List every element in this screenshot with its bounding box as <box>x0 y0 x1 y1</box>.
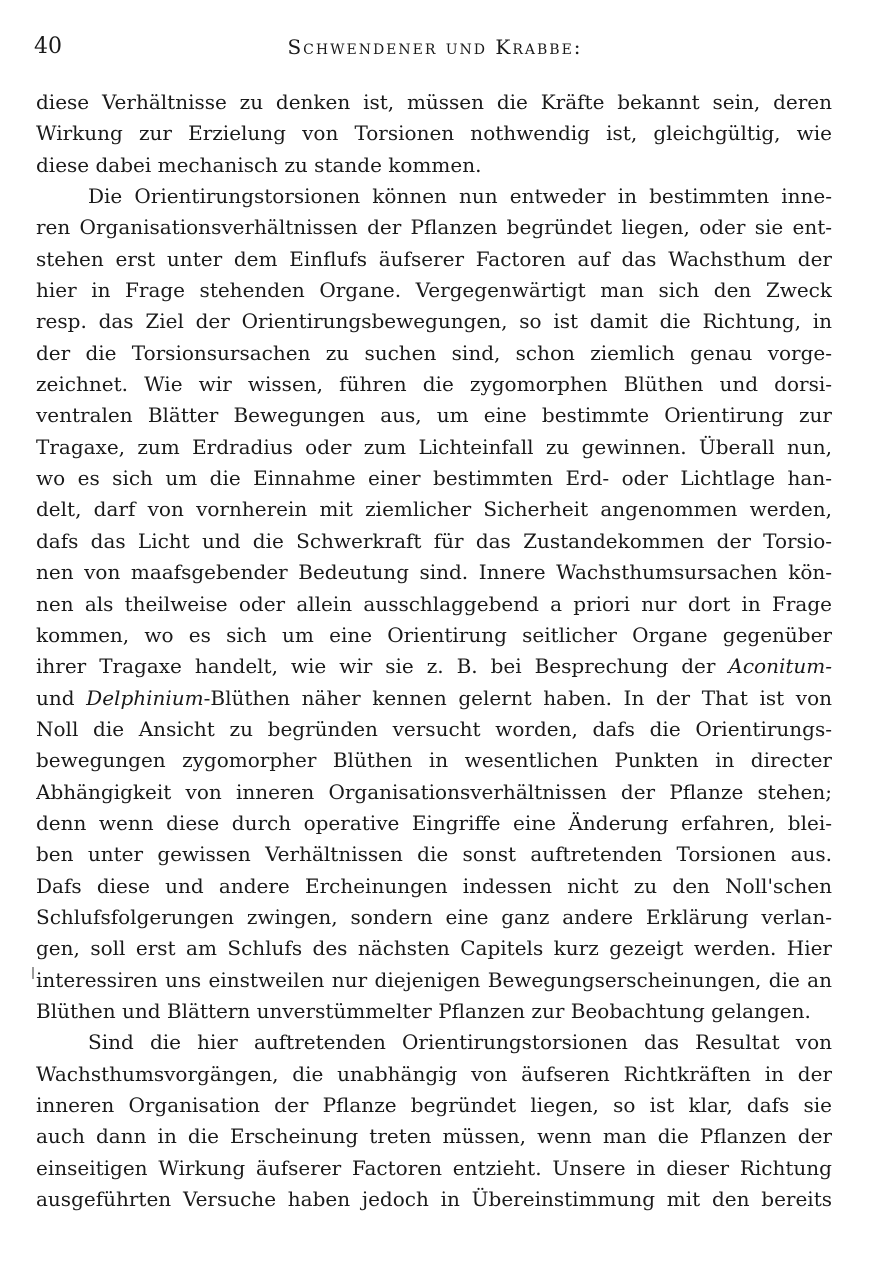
text-line: Sind die hier auftretenden Orientirungstorsionen das Resultat von <box>88 1030 832 1055</box>
text-line: gen, soll erst am Schlufs des nächsten Capitels kurz gezeigt werden. Hier <box>36 936 832 961</box>
text-line: diese Verhältnisse zu denken ist, müssen die Kräfte bekannt sein, deren <box>36 90 832 114</box>
text-line: zeichnet. Wie wir wissen, führen die zygomorphen Blüthen und dorsi- <box>36 372 832 397</box>
text-line: auch dann in die Erscheinung treten müssen, wenn man die Pflanzen der <box>36 1124 832 1149</box>
page-header <box>34 32 836 62</box>
text-line: inneren Organisation der Pflanze begründet liegen, so ist klar, dafs sie <box>36 1093 832 1117</box>
page-number: 40 <box>34 34 62 59</box>
text-line <box>36 683 832 714</box>
text-line: ventralen Blätter Bewegungen aus, um eine bestimmte Orientirung zur <box>36 403 832 428</box>
italic-term: Aconitum- <box>728 654 832 679</box>
text-line: dafs das Licht und die Schwerkraft für das Zustandekommen der Torsio- <box>36 528 832 553</box>
text-line: nen als theilweise oder allein ausschlaggebend a priori nur dort in Frage <box>36 591 832 616</box>
text-line: hier in Frage stehenden Organe. Vergegenwärtigt man sich den Zweck <box>36 278 832 303</box>
text-line: resp. das Ziel der Orientirungsbewegungen, so ist damit die Richtung, in <box>36 309 832 334</box>
text-line: Wirkung zur Erzielung von Torsionen nothwendig ist, gleichgültig, wie <box>36 121 832 146</box>
text-line: nen von maafsgebender Bedeutung sind. Innere Wachsthumsursachen kön- <box>36 560 832 585</box>
text-line: kommen, wo es sich um eine Orientirung seitlicher Organe gegenüber <box>36 622 832 647</box>
text-line <box>36 651 832 682</box>
text-line: Die Orientirungstorsionen können nun entweder in bestimmten inne- <box>88 184 832 209</box>
text-line: einseitigen Wirkung äufserer Factoren entzieht. Unsere in dieser Richtung <box>36 1155 832 1180</box>
text-line: Blüthen und Blättern unverstümmelter Pflanzen zur Beobachtung gelangen. <box>36 998 811 1023</box>
text-line: delt, darf von vornherein mit ziemlicher Sicherheit angenommen werden, <box>36 497 832 522</box>
text-line: Abhängigkeit von inneren Organisationsverhältnissen der Pflanze stehen; <box>36 779 832 804</box>
text-span: ihrer Tragaxe handelt, wie wir sie z. B. bei Besprechung der <box>36 654 729 679</box>
text-line: ausgeführten Versuche haben jedoch in Übereinstimmung mit den bereits <box>36 1187 832 1212</box>
text-line: stehen erst unter dem Einflufs äufserer Factoren auf das Wachsthum der <box>36 246 832 271</box>
text-span: -Blüthen näher kennen gelernt haben. In der That ist von <box>203 685 832 710</box>
text-line: Noll die Ansicht zu begründen versucht worden, dafs die Orientirungs- <box>36 716 832 741</box>
text-line: interessiren uns einstweilen nur diejenigen Bewegungserscheinungen, die an <box>36 967 832 992</box>
text-line: denn wenn diese durch operative Eingriffe eine Änderung erfahren, blei- <box>36 810 832 835</box>
text-line: ren Organisationsverhältnissen der Pflanzen begründet liegen, oder sie ent- <box>36 215 832 240</box>
text-line: der die Torsionsursachen zu suchen sind, schon ziemlich genau vorge- <box>36 340 832 365</box>
italic-term: Delphinium <box>86 685 204 710</box>
text-line: Tragaxe, zum Erdradius oder zum Lichteinfall zu gewinnen. Überall nun, <box>36 434 832 459</box>
running-head: Schwendener und Krabbe: <box>287 35 583 59</box>
text-line: Wachsthumsvorgängen, die unabhängig von äufseren Richtkräften in der <box>36 1061 832 1086</box>
text-line: bewegungen zygomorpher Blüthen in wesentlichen Punkten in directer <box>36 748 832 773</box>
text-line: Dafs diese und andere Ercheinungen indessen nicht zu den Noll'schen <box>36 873 832 898</box>
body-text <box>36 87 832 1215</box>
text-line: ben unter gewissen Verhältnissen die sonst auftretenden Torsionen aus. <box>36 842 832 867</box>
margin-mark <box>32 967 34 979</box>
text-line: diese dabei mechanisch zu stande kommen. <box>36 152 482 177</box>
text-span: und <box>36 685 87 710</box>
text-line: Schlufsfolgerungen zwingen, sondern eine ganz andere Erklärung verlan- <box>36 904 832 929</box>
text-line: wo es sich um die Einnahme einer bestimmten Erd- oder Lichtlage han- <box>36 466 832 491</box>
